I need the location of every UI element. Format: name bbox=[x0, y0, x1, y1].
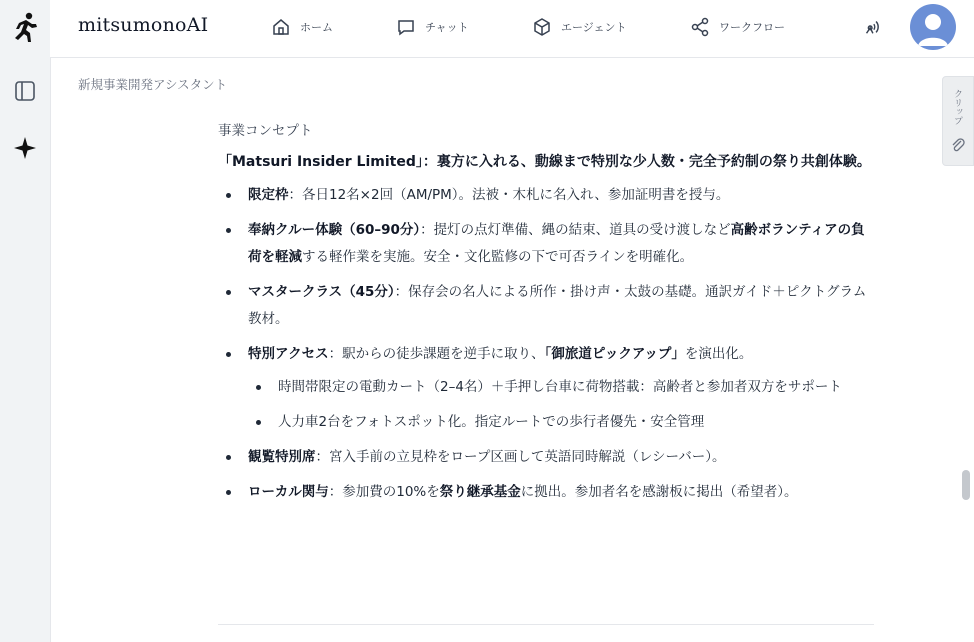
nav-home-label: ホーム bbox=[300, 21, 333, 34]
nav-workflow[interactable] bbox=[690, 16, 785, 38]
list-item: マスタークラス（45分）：保存会の名人による所作・掛け声・太鼓の基礎。通訳ガイド＋ピクトグラム教材。 bbox=[218, 279, 878, 333]
list-item: ローカル関与：参加費の10%を祭り継承基金に拠出。参加者名を感謝板に掲出（希望者）。 bbox=[218, 479, 878, 506]
item-text: を演出化。 bbox=[684, 346, 753, 362]
message-content bbox=[218, 118, 878, 514]
clip-tab[interactable] bbox=[942, 76, 974, 166]
concept-lead: 「Matsuri Insider Limited」：裏方に入れる、動線まで特別な少人数・完全予約制の祭り共創体験。 bbox=[218, 154, 871, 170]
item-text: 参加費の10%を bbox=[342, 484, 440, 500]
item-title: 限定枠 bbox=[248, 187, 289, 203]
item-title: マスタークラス（45分） bbox=[248, 284, 395, 300]
chat-icon bbox=[396, 17, 416, 37]
item-text: 提灯の点灯準備、縄の結束、道具の受け渡しなど bbox=[433, 222, 731, 238]
sub-list-item: 時間帯限定の電動カート（2–4名）＋手押し台車に荷物搭載：高齢者と参加者双方をサポート bbox=[248, 374, 878, 401]
nav-workflow-label: ワークフロー bbox=[719, 21, 785, 34]
user-avatar[interactable] bbox=[910, 4, 956, 50]
nav-chat-label: チャット bbox=[425, 21, 469, 34]
nav-agent-label: エージェント bbox=[561, 21, 627, 34]
cube-icon bbox=[532, 17, 552, 37]
scrollbar-thumb[interactable] bbox=[962, 470, 970, 500]
share-icon bbox=[690, 17, 710, 37]
list-item: 特別アクセス：駅からの徒歩課題を逆手に取り、「御旅道ピックアップ」を演出化。 時間帯限定の電動カート（2–4名）＋手押し台車に荷物搭載：高齢者と参加者双方をサポート 人力車2台をフォトスポット化。指定ルートでの歩行者優先・安全管理 bbox=[218, 341, 878, 436]
item-text: する軽作業を実施。安全・文化監修の下で可否ラインを明確化。 bbox=[302, 249, 694, 265]
scrollbar[interactable] bbox=[958, 170, 972, 642]
item-text: 駅からの徒歩課題を逆手に取り、 bbox=[342, 346, 545, 362]
item-text: 保存会の名人による所作・掛け声・太鼓の基礎。通訳ガイド＋ピクトグラム教材。 bbox=[248, 284, 867, 327]
list-item: 観覧特別席：宮入手前の立見枠をロープ区画して英語同時解説（レシーバー）。 bbox=[218, 444, 878, 471]
item-title: ローカル関与 bbox=[248, 484, 329, 500]
concept-list bbox=[218, 182, 878, 506]
sub-list-item: 人力車2台をフォトスポット化。指定ルートでの歩行者優先・安全管理 bbox=[248, 409, 878, 436]
section-title: 事業コンセプト bbox=[218, 123, 313, 139]
nav-home[interactable] bbox=[271, 16, 333, 38]
nav-chat[interactable] bbox=[396, 16, 469, 38]
content-divider bbox=[218, 624, 874, 625]
item-text: に拠出。参加者名を感謝板に掲出（希望者）。 bbox=[520, 484, 798, 500]
breadcrumb: 新規事業開発アシスタント bbox=[78, 77, 228, 92]
list-item: 奉納クルー体験（60–90分）：提灯の点灯準備、縄の結束、道具の受け渡しなど高齢ボランティアの負荷を軽減する軽作業を実施。安全・文化監修の下で可否ラインを明確化。 bbox=[218, 217, 878, 271]
sidebar-toggle-icon[interactable] bbox=[9, 75, 41, 107]
left-rail bbox=[0, 0, 51, 642]
item-text: 各日12名×2回（AM/PM）。法被・木札に名入れ、参加証明書を授与。 bbox=[302, 187, 730, 203]
broadcast-icon[interactable] bbox=[862, 16, 882, 36]
item-text: 宮入手前の立見枠をロープ区画して英語同時解説（レシーバー）。 bbox=[329, 449, 726, 465]
list-item: 限定枠：各日12名×2回（AM/PM）。法被・木札に名入れ、参加証明書を授与。 bbox=[218, 182, 878, 209]
sparkle-icon[interactable] bbox=[9, 132, 41, 164]
nav-agent[interactable] bbox=[532, 16, 627, 38]
clip-label: クリップ bbox=[952, 89, 962, 125]
runner-logo-icon[interactable] bbox=[9, 11, 41, 43]
item-title: 特別アクセス bbox=[248, 346, 329, 362]
sub-list bbox=[248, 374, 878, 436]
item-title: 観覧特別席 bbox=[248, 449, 316, 465]
item-emphasis: 高齢ボランティアの負荷を軽減 bbox=[248, 222, 865, 265]
item-title: 奉納クルー体験（60–90分） bbox=[248, 222, 421, 238]
item-emphasis: 祭り継承基金 bbox=[439, 484, 521, 500]
paperclip-icon bbox=[950, 137, 966, 157]
home-icon bbox=[271, 17, 291, 37]
item-emphasis: 「御旅道ピックアップ」 bbox=[544, 346, 685, 362]
app-title: mitsumonoAI bbox=[78, 14, 209, 36]
top-bar bbox=[50, 0, 974, 58]
